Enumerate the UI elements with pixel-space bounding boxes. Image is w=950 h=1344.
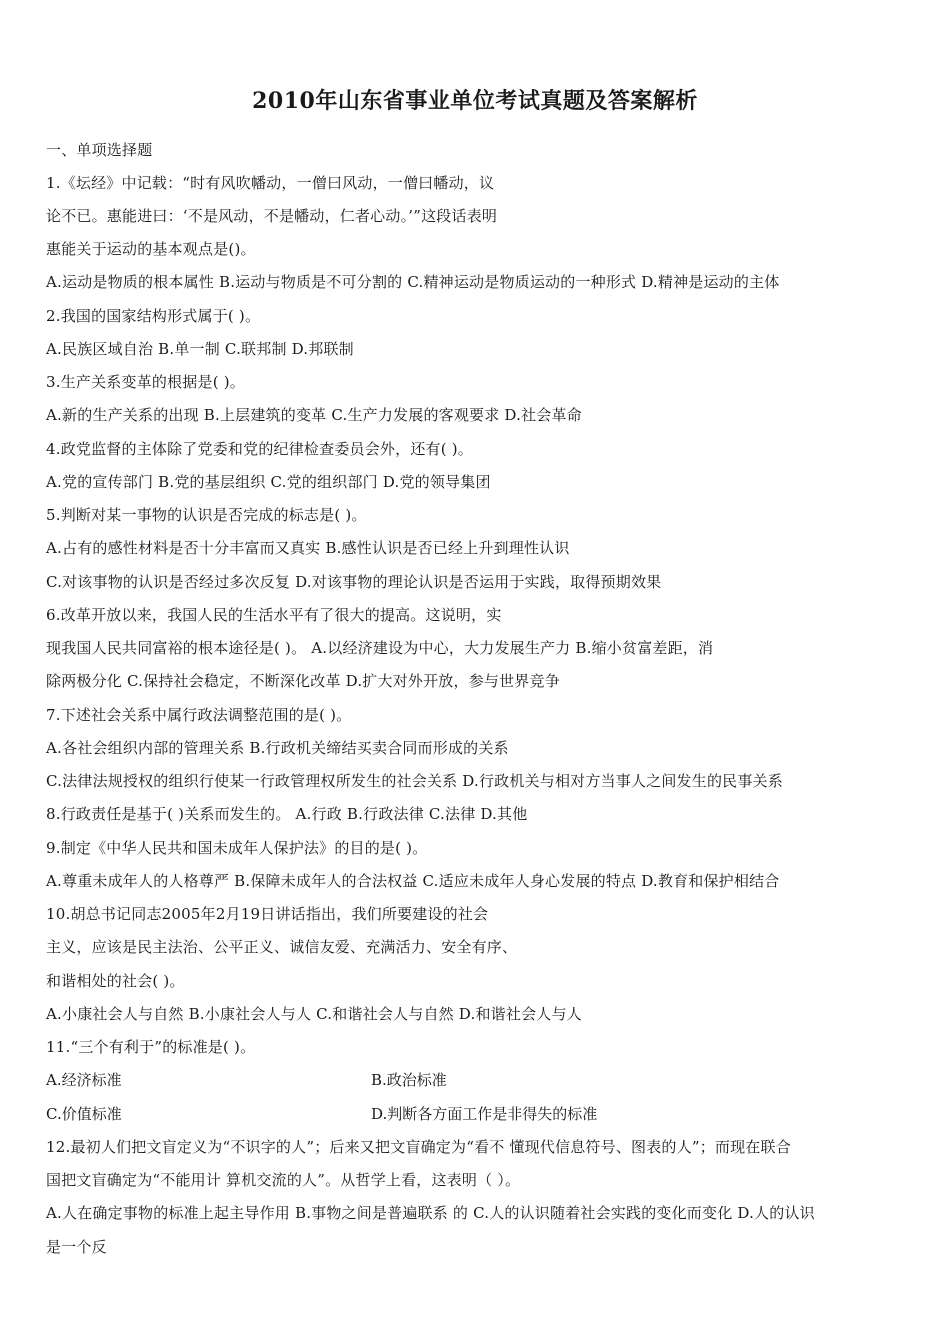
text-line: C.法律法规授权的组织行使某一行政管理权所发生的社会关系 D.行政机关与相对方当事人之间发生的民事关系: [46, 772, 783, 790]
q11-option-c: C.价值标准: [46, 1105, 122, 1123]
text-line: 国把文盲确定为“不能用计 算机交流的人”。从哲学上看，这表明（ ）。: [46, 1171, 521, 1189]
text-line: 5.判断对某一事物的认识是否完成的标志是( )。: [46, 506, 367, 524]
text-line: 1.《坛经》中记载：“时有风吹幡动，一僧曰风动，一僧曰幡动，议: [46, 174, 495, 192]
text-line: A.占有的感性材料是否十分丰富而又真实 B.感性认识是否已经上升到理性认识: [46, 539, 570, 557]
text-line: 4.政党监督的主体除了党委和党的纪律检查委员会外，还有( )。: [46, 440, 473, 458]
text-line: A.尊重未成年人的人格尊严 B.保障未成年人的合法权益 C.适应未成年人身心发展的特点 D.教育和保护相结合: [46, 872, 780, 890]
text-line: 8.行政责任是基于( )关系而发生的。 A.行政 B.行政法律 C.法律 D.其他: [46, 805, 528, 823]
text-line: 是一个反: [46, 1238, 107, 1256]
text-line: A.运动是物质的根本属性 B.运动与物质是不可分割的 C.精神运动是物质运动的一种形式 D.精神是运动的主体: [46, 273, 780, 291]
text-line: C.对该事物的认识是否经过多次反复 D.对该事物的理论认识是否运用于实践，取得预期效果: [46, 573, 662, 591]
text-line: 3.生产关系变革的根据是( )。: [46, 373, 245, 391]
text-line: 7.下述社会关系中属行政法调整范围的是( )。: [46, 706, 352, 724]
q11-option-d: D.判断各方面工作是非得失的标准: [371, 1105, 598, 1123]
text-line: A.新的生产关系的出现 B.上层建筑的变革 C.生产力发展的客观要求 D.社会革命: [46, 406, 582, 424]
text-line: 主义，应该是民主法治、公平正义、诚信友爱、充满活力、安全有序、: [46, 938, 518, 956]
text-line: A.小康社会人与自然 B.小康社会人与人 C.和谐社会人与自然 D.和谐社会人与人: [46, 1005, 582, 1023]
text-line: 10.胡总书记同志2005年2月19日讲话指出，我们所要建设的社会: [46, 905, 489, 923]
q11-option-b: B.政治标准: [371, 1071, 447, 1089]
text-line: 2.我国的国家结构形式属于( )。: [46, 307, 261, 325]
text-line: 11.“三个有利于”的标准是( )。: [46, 1038, 256, 1056]
q11-option-a: A.经济标准: [46, 1071, 122, 1089]
text-line: 和谐相处的社会( )。: [46, 972, 185, 990]
text-line: 除两极分化 C.保持社会稳定，不断深化改革 D.扩大对外开放，参与世界竞争: [46, 672, 560, 690]
text-line: 惠能关于运动的基本观点是()。: [46, 240, 256, 258]
text-line: A.人在确定事物的标准上起主导作用 B.事物之间是普遍联系 的 C.人的认识随着社会实践的变化而变化 D.人的认识: [46, 1204, 815, 1222]
text-line: 12.最初人们把文盲定义为“不识字的人”；后来又把文盲确定为“看不 懂现代信息符号、图表的人”；而现在联合: [46, 1138, 791, 1156]
text-line: 6.改革开放以来，我国人民的生活水平有了很大的提高。这说明，实: [46, 606, 502, 624]
text-line: 论不已。惠能进曰：‘不是风动，不是幡动，仁者心动。’”这段话表明: [46, 207, 498, 225]
text-line: 现我国人民共同富裕的根本途径是( )。 A.以经济建设为中心，大力发展生产力 B.缩小贫富差距，消: [46, 639, 714, 657]
text-line: 9.制定《中华人民共和国未成年人保护法》的目的是( )。: [46, 839, 428, 857]
section-heading: 一、单项选择题: [46, 141, 153, 159]
text-line: A.各社会组织内部的管理关系 B.行政机关缔结买卖合同而形成的关系: [46, 739, 509, 757]
text-line: A.党的宣传部门 B.党的基层组织 C.党的组织部门 D.党的领导集团: [46, 473, 491, 491]
document-title: 2010年山东省事业单位考试真题及答案解析: [252, 88, 698, 114]
text-line: A.民族区域自治 B.单一制 C.联邦制 D.邦联制: [46, 340, 354, 358]
